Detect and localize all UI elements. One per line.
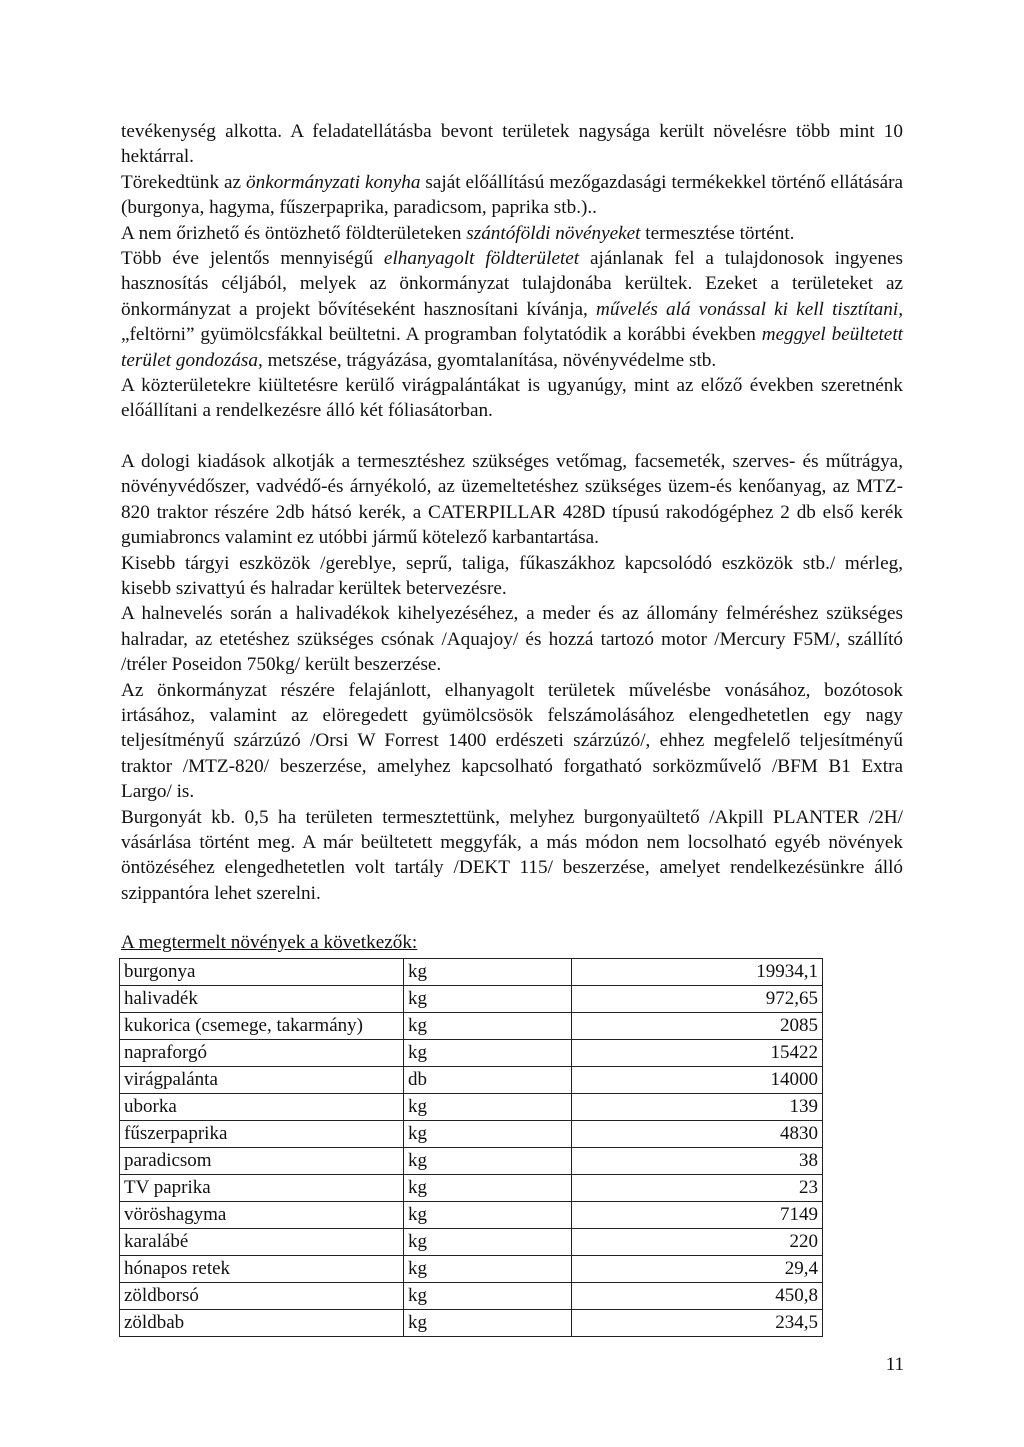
unit-cell: kg [404, 1228, 572, 1255]
crop-name-cell: halivadék [120, 985, 404, 1012]
crop-name-cell: paradicsom [120, 1147, 404, 1174]
paragraph [121, 246, 903, 373]
unit-cell: kg [404, 1120, 572, 1147]
table-row [120, 1228, 823, 1255]
table-row [120, 1255, 823, 1282]
table-row [120, 1174, 823, 1201]
paragraph: A halnevelés során a halivadékok kihelyezéséhez, a meder és az állomány felméréshez szükséges halradar, az etetéshez szükséges csónak /Aquajoy/ és hozzá tartozó motor /Mercury F5M/, szállító /tréler Poseidon 750kg/ került beszerzése. [121, 603, 903, 676]
paragraph [121, 170, 903, 221]
table-intro [121, 930, 903, 955]
paragraph: Kisebb tárgyi eszközök /gereblye, seprű, taliga, fűkaszákhoz kapcsolódó eszközök stb./ mérleg, kisebb szivattyú és halradar kerültek betervezésre. [121, 552, 903, 599]
table-intro-text: A megtermelt növények a következők: [121, 932, 418, 954]
crop-name-cell: kukorica (csemege, takarmány) [120, 1012, 404, 1039]
italic-run: elhanyagolt földterületet [383, 248, 580, 270]
table-row [120, 1282, 823, 1309]
table-row [120, 1012, 823, 1039]
text-run: „feltörni” gyümölcsfákkal beültetni. A programban folytatódik a korábbi években [121, 324, 762, 346]
paragraph: tevékenység alkotta. A feladatellátásba bevont területek nagysága került növelésre több mint 10 hektárral. [121, 121, 903, 168]
paragraph: A dologi kiadások alkotják a termesztéshez szükséges vetőmag, facsemeték, szerves- és műtrágya, növényvédőszer, vadvédő-és árnyékoló, az üzemeltetéshez szükséges üzem-és kenőanyag, az MTZ-820 traktor részére 2db hátsó kerék, a CATERPILLAR 428D típusú rakodógéphez 2 db első kerék gumiabroncs valamint ez utóbbi jármű kötelező karbantartása. [121, 450, 903, 549]
paragraph: A közterületekre kiültetésre kerülő virágpalántákat is ugyanúgy, mint az előző években szeretnénk előállítani a rendelkezésre álló két fóliasátorban. [121, 375, 903, 422]
table-row [120, 1066, 823, 1093]
table-row [120, 1039, 823, 1066]
unit-cell: kg [404, 1039, 572, 1066]
quantity-cell: 38 [572, 1147, 823, 1174]
crop-name-cell: karalábé [120, 1228, 404, 1255]
crop-name-cell: virágpalánta [120, 1066, 404, 1093]
quantity-cell: 14000 [572, 1066, 823, 1093]
crop-name-cell: burgonya [120, 958, 404, 985]
production-table-body [120, 958, 823, 1336]
text-run: saját előállítású mezőgazdasági termékekkel történő ellátására (burgonya, hagyma, fűszerpaprika, paradicsom, paprika stb.).. [121, 171, 903, 219]
crop-name-cell: zöldborsó [120, 1282, 404, 1309]
table-row [120, 1120, 823, 1147]
quantity-cell: 2085 [572, 1012, 823, 1039]
quantity-cell: 450,8 [572, 1282, 823, 1309]
italic-run: önkormányzati konyha [246, 171, 421, 193]
page-number: 11 [885, 1354, 904, 1375]
crop-name-cell: napraforgó [120, 1039, 404, 1066]
unit-cell: kg [404, 1309, 572, 1336]
italic-run: művelés alá vonással ki kell tisztítani, [596, 298, 903, 320]
crop-name-cell: uborka [120, 1093, 404, 1120]
table-row [120, 985, 823, 1012]
unit-cell: kg [404, 1282, 572, 1309]
italic-run: meggyel beültetett terület gondozása, [121, 324, 903, 371]
unit-cell: kg [404, 958, 572, 985]
paragraph [121, 221, 903, 246]
quantity-cell: 972,65 [572, 985, 823, 1012]
crop-name-cell: fűszerpaprika [120, 1120, 404, 1147]
unit-cell: kg [404, 1093, 572, 1120]
crop-name-cell: zöldbab [120, 1309, 404, 1336]
paragraph: Az önkormányzat részére felajánlott, elhanyagolt területek művelésbe vonásához, bozótosok irtásához, valamint az elöregedett gyümölcsösök felszámolásához elengedhetetlen egy nagy teljesítményű szárzúzó /Orsi W Forrest 1400 erdészeti szárzúzó/, ehhez megfelelő teljesítményű traktor /MTZ-820/ beszerzése, amelyhez kapcsolható forgatható sorközművelő /BFM B1 Extra Largo/ is. [121, 679, 903, 803]
production-table [119, 958, 823, 1337]
paragraph-gap [121, 424, 903, 449]
table-row [120, 1147, 823, 1174]
italic-run: szántóföldi növényeket [466, 222, 641, 244]
quantity-cell: 15422 [572, 1039, 823, 1066]
unit-cell: kg [404, 1012, 572, 1039]
crop-name-cell: hónapos retek [120, 1255, 404, 1282]
paragraph: Burgonyát kb. 0,5 ha területen termesztettünk, melyhez burgonyaültető /Akpill PLANTER /2H/ vásárlása történt meg. A már beültetett meggyfák, a más módon nem locsolható egyéb növények öntözéséhez elengedhetetlen volt tartály /DEKT 115/ beszerzése, amelyet rendelkezésünkre álló szippantóra lehet szerelni. [121, 806, 903, 904]
text-run: A nem őrizhető és öntözhető földterületeken [121, 222, 467, 244]
unit-cell: kg [404, 1147, 572, 1174]
table-row [120, 1093, 823, 1120]
text-run: Törekedtünk az [121, 171, 246, 193]
quantity-cell: 29,4 [572, 1255, 823, 1282]
quantity-cell: 19934,1 [572, 958, 823, 985]
text-run: Több éve jelentős mennyiségű [121, 248, 384, 270]
text-run: termesztése történt. [640, 222, 795, 244]
page-content [121, 119, 903, 1337]
unit-cell: db [404, 1066, 572, 1093]
quantity-cell: 234,5 [572, 1309, 823, 1336]
crop-name-cell: TV paprika [120, 1174, 404, 1201]
crop-name-cell: vöröshagyma [120, 1201, 404, 1228]
text-run: ajánlanak fel a tulajdonosok ingyenes hasznosítás céljából, melyek az önkormányzat tulajdonába kerültek. Ezeket a területeket az önkormányzat a projekt bővítéseként hasznosítani kívánja, [121, 248, 903, 320]
unit-cell: kg [404, 1255, 572, 1282]
quantity-cell: 139 [572, 1093, 823, 1120]
unit-cell: kg [404, 1201, 572, 1228]
quantity-cell: 4830 [572, 1120, 823, 1147]
quantity-cell: 220 [572, 1228, 823, 1255]
quantity-cell: 23 [572, 1174, 823, 1201]
unit-cell: kg [404, 985, 572, 1012]
text-run: metszése, trágyázása, gyomtalanítása, növényvédelme stb. [262, 349, 717, 371]
quantity-cell: 7149 [572, 1201, 823, 1228]
table-row [120, 1201, 823, 1228]
unit-cell: kg [404, 1174, 572, 1201]
table-row [120, 958, 823, 985]
table-row [120, 1309, 823, 1336]
